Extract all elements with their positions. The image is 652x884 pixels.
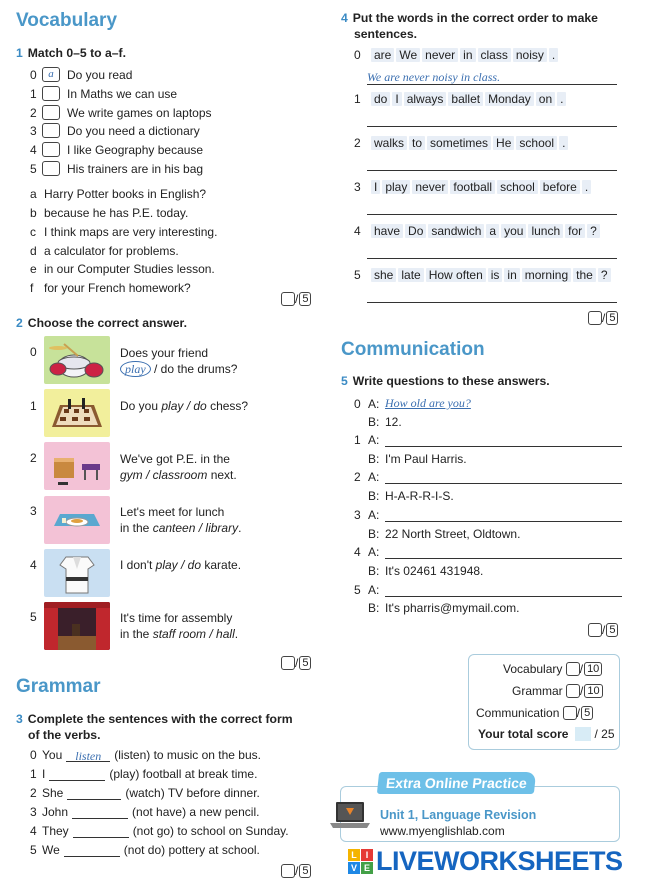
score-box[interactable] (563, 706, 577, 720)
grammar-answer-4[interactable] (73, 825, 129, 838)
score-total: Your total score / 25 (478, 727, 615, 741)
total-score-box[interactable] (575, 727, 591, 741)
ordering-item-0: 0 are We never in class noisy . (354, 48, 559, 62)
exercise-5-title: 5 Write questions to these answers. (341, 374, 550, 388)
match-left-3: 3 Do you need a dictionary (30, 123, 200, 138)
match-box-1[interactable] (42, 86, 60, 101)
match-left-2: 2 We write games on laptops (30, 105, 212, 120)
exercise-5-score: / 5 (588, 623, 618, 637)
gym-picture (44, 442, 110, 490)
grammar-answer-3[interactable] (72, 806, 128, 819)
match-right-b: b because he has P.E. today. (30, 206, 189, 220)
hall-picture (44, 602, 110, 650)
karate-picture (44, 549, 110, 597)
grammar-heading: Grammar (16, 676, 101, 697)
grammar-item-5: 5 We (not do) pottery at school. (30, 843, 260, 857)
ordering-item-4: 4 have Do sandwich a you lunch for ? (354, 224, 601, 238)
dialog-0-a: 0 A: How old are you? (354, 396, 471, 411)
choice[interactable]: canteen / library (152, 521, 239, 535)
online-url[interactable]: www.myenglishlab.com (380, 824, 505, 838)
grammar-item-2: 2 She (watch) TV before dinner. (30, 786, 260, 800)
item-1-text: Do you play / do chess? (120, 399, 249, 413)
grammar-item-4: 4 They (not go) to school on Sunday. (30, 824, 289, 838)
question-answer-4[interactable] (385, 546, 622, 559)
score-box[interactable] (588, 623, 602, 637)
grammar-answer-1[interactable] (49, 768, 105, 781)
dialog-4-a: 4 A: (354, 545, 626, 559)
match-right-d: d a calculator for problems. (30, 244, 179, 258)
exercise-4-score: / 5 (588, 311, 618, 325)
laptop-icon (330, 800, 370, 830)
dialog-1-b: B: I'm Paul Harris. (368, 452, 467, 466)
score-box[interactable] (281, 656, 295, 670)
exercise-2-title: 2 Choose the correct answer. (16, 316, 187, 330)
choice[interactable]: staff room / hall (152, 627, 235, 641)
item-number: 1 (30, 399, 37, 413)
online-practice-banner: Extra Online Practice (377, 772, 536, 794)
dialog-3-b: B: 22 North Street, Oldtown. (368, 527, 521, 541)
ordering-answer-5[interactable] (367, 289, 617, 303)
match-left-4: 4 I like Geography because (30, 142, 204, 157)
exercise-1-title: 1 Match 0–5 to a–f. (16, 46, 126, 60)
question-answer-0[interactable]: How old are you? (385, 396, 471, 410)
match-right-f: f for your French homework? (30, 281, 191, 295)
online-unit: Unit 1, Language Revision (380, 808, 537, 822)
item-3-text: Let's meet for lunch in the canteen / library. (120, 505, 242, 535)
item-0-text: Does your friend play / do the drums? (120, 346, 238, 376)
score-box[interactable] (588, 311, 602, 325)
match-right-a: a Harry Potter books in English? (30, 187, 207, 201)
vocabulary-heading: Vocabulary (16, 10, 118, 31)
item-number: 0 (30, 345, 37, 359)
ordering-answer-2[interactable] (367, 157, 617, 171)
exercise-1-score: / 5 (281, 292, 311, 306)
exercise-4-title: 4 Put the words in the correct order to make sentences. (341, 11, 598, 41)
ordering-item-2: 2 walks to sometimes He school . (354, 136, 569, 150)
match-box-5[interactable] (42, 161, 60, 176)
item-5-text: It's time for assembly in the staff room / hall. (120, 611, 239, 641)
ordering-item-5: 5 she late How often is in morning the ? (354, 268, 612, 282)
dialog-0-b: B: 12. (368, 415, 402, 429)
item-number: 3 (30, 504, 37, 518)
dialog-1-a: 1 A: (354, 433, 626, 447)
match-box-0[interactable]: a (42, 67, 60, 82)
score-grammar: Grammar / 10 (512, 684, 603, 698)
question-answer-2[interactable] (385, 471, 622, 484)
item-number: 4 (30, 558, 37, 572)
circled-answer[interactable]: play (120, 361, 151, 377)
dialog-2-b: B: H-A-R-R-I-S. (368, 489, 454, 503)
match-right-c: c I think maps are very interesting. (30, 225, 218, 239)
match-box-3[interactable] (42, 123, 60, 138)
exercise-3-score: / 5 (281, 864, 311, 878)
lw-logo-tiles: L I V E (348, 849, 373, 874)
question-answer-1[interactable] (385, 434, 622, 447)
score-box[interactable] (566, 662, 580, 676)
choice[interactable]: play / do (161, 399, 207, 413)
chess-picture (44, 389, 110, 437)
match-left-0: 0 a Do you read (30, 67, 133, 82)
match-left-5: 5 His trainers are in his bag (30, 161, 204, 176)
question-answer-5[interactable] (385, 584, 622, 597)
canteen-picture (44, 496, 110, 544)
exercise-3-title: 3 Complete the sentences with the correct form of the verbs. (16, 712, 293, 742)
ordering-answer-4[interactable] (367, 245, 617, 259)
liveworksheets-logo (348, 846, 623, 877)
score-communication: Communication / 5 (476, 706, 593, 720)
drums-picture (44, 336, 110, 384)
grammar-item-1: 1 I (play) football at break time. (30, 767, 258, 781)
grammar-answer-2[interactable] (67, 787, 121, 800)
item-4-text: I don't play / do karate. (120, 558, 242, 572)
score-box[interactable] (281, 864, 295, 878)
communication-heading: Communication (341, 339, 485, 360)
ordering-item-1: 1 do I always ballet Monday on . (354, 92, 567, 106)
exercise-2-score: / 5 (281, 656, 311, 670)
question-answer-3[interactable] (385, 509, 622, 522)
dialog-4-b: B: It's 02461 431948. (368, 564, 484, 578)
ordering-item-3: 3 I play never football school before . (354, 180, 592, 194)
score-box[interactable] (281, 292, 295, 306)
dialog-3-a: 3 A: (354, 508, 626, 522)
choice[interactable]: play / do (155, 558, 202, 572)
grammar-answer-5[interactable] (64, 844, 120, 857)
item-number: 2 (30, 451, 37, 465)
match-right-e: e in our Computer Studies lesson. (30, 262, 215, 276)
ordering-answer-0[interactable]: We are never noisy in class. (367, 70, 617, 85)
match-box-4[interactable] (42, 142, 60, 157)
dialog-2-a: 2 A: (354, 470, 626, 484)
dialog-5-a: 5 A: (354, 583, 626, 597)
grammar-item-0: 0 You listen (listen) to music on the bus. (30, 748, 261, 763)
choice[interactable]: gym / classroom (120, 468, 208, 482)
ordering-answer-3[interactable] (367, 201, 617, 215)
match-box-2[interactable] (42, 105, 60, 120)
score-vocabulary: Vocabulary / 10 (503, 662, 602, 676)
match-left-1: 1 In Maths we can use (30, 86, 178, 101)
item-2-text: We've got P.E. in the gym / classroom next. (120, 452, 237, 482)
grammar-answer-0[interactable]: listen (66, 749, 110, 762)
item-number: 5 (30, 610, 37, 624)
liveworksheets-wordmark: LIVEWORKSHEETS (376, 846, 623, 876)
ordering-answer-1[interactable] (367, 113, 617, 127)
dialog-5-b: B: It's pharris@mymail.com. (368, 601, 520, 615)
score-box[interactable] (566, 684, 580, 698)
grammar-item-3: 3 John (not have) a new pencil. (30, 805, 260, 819)
